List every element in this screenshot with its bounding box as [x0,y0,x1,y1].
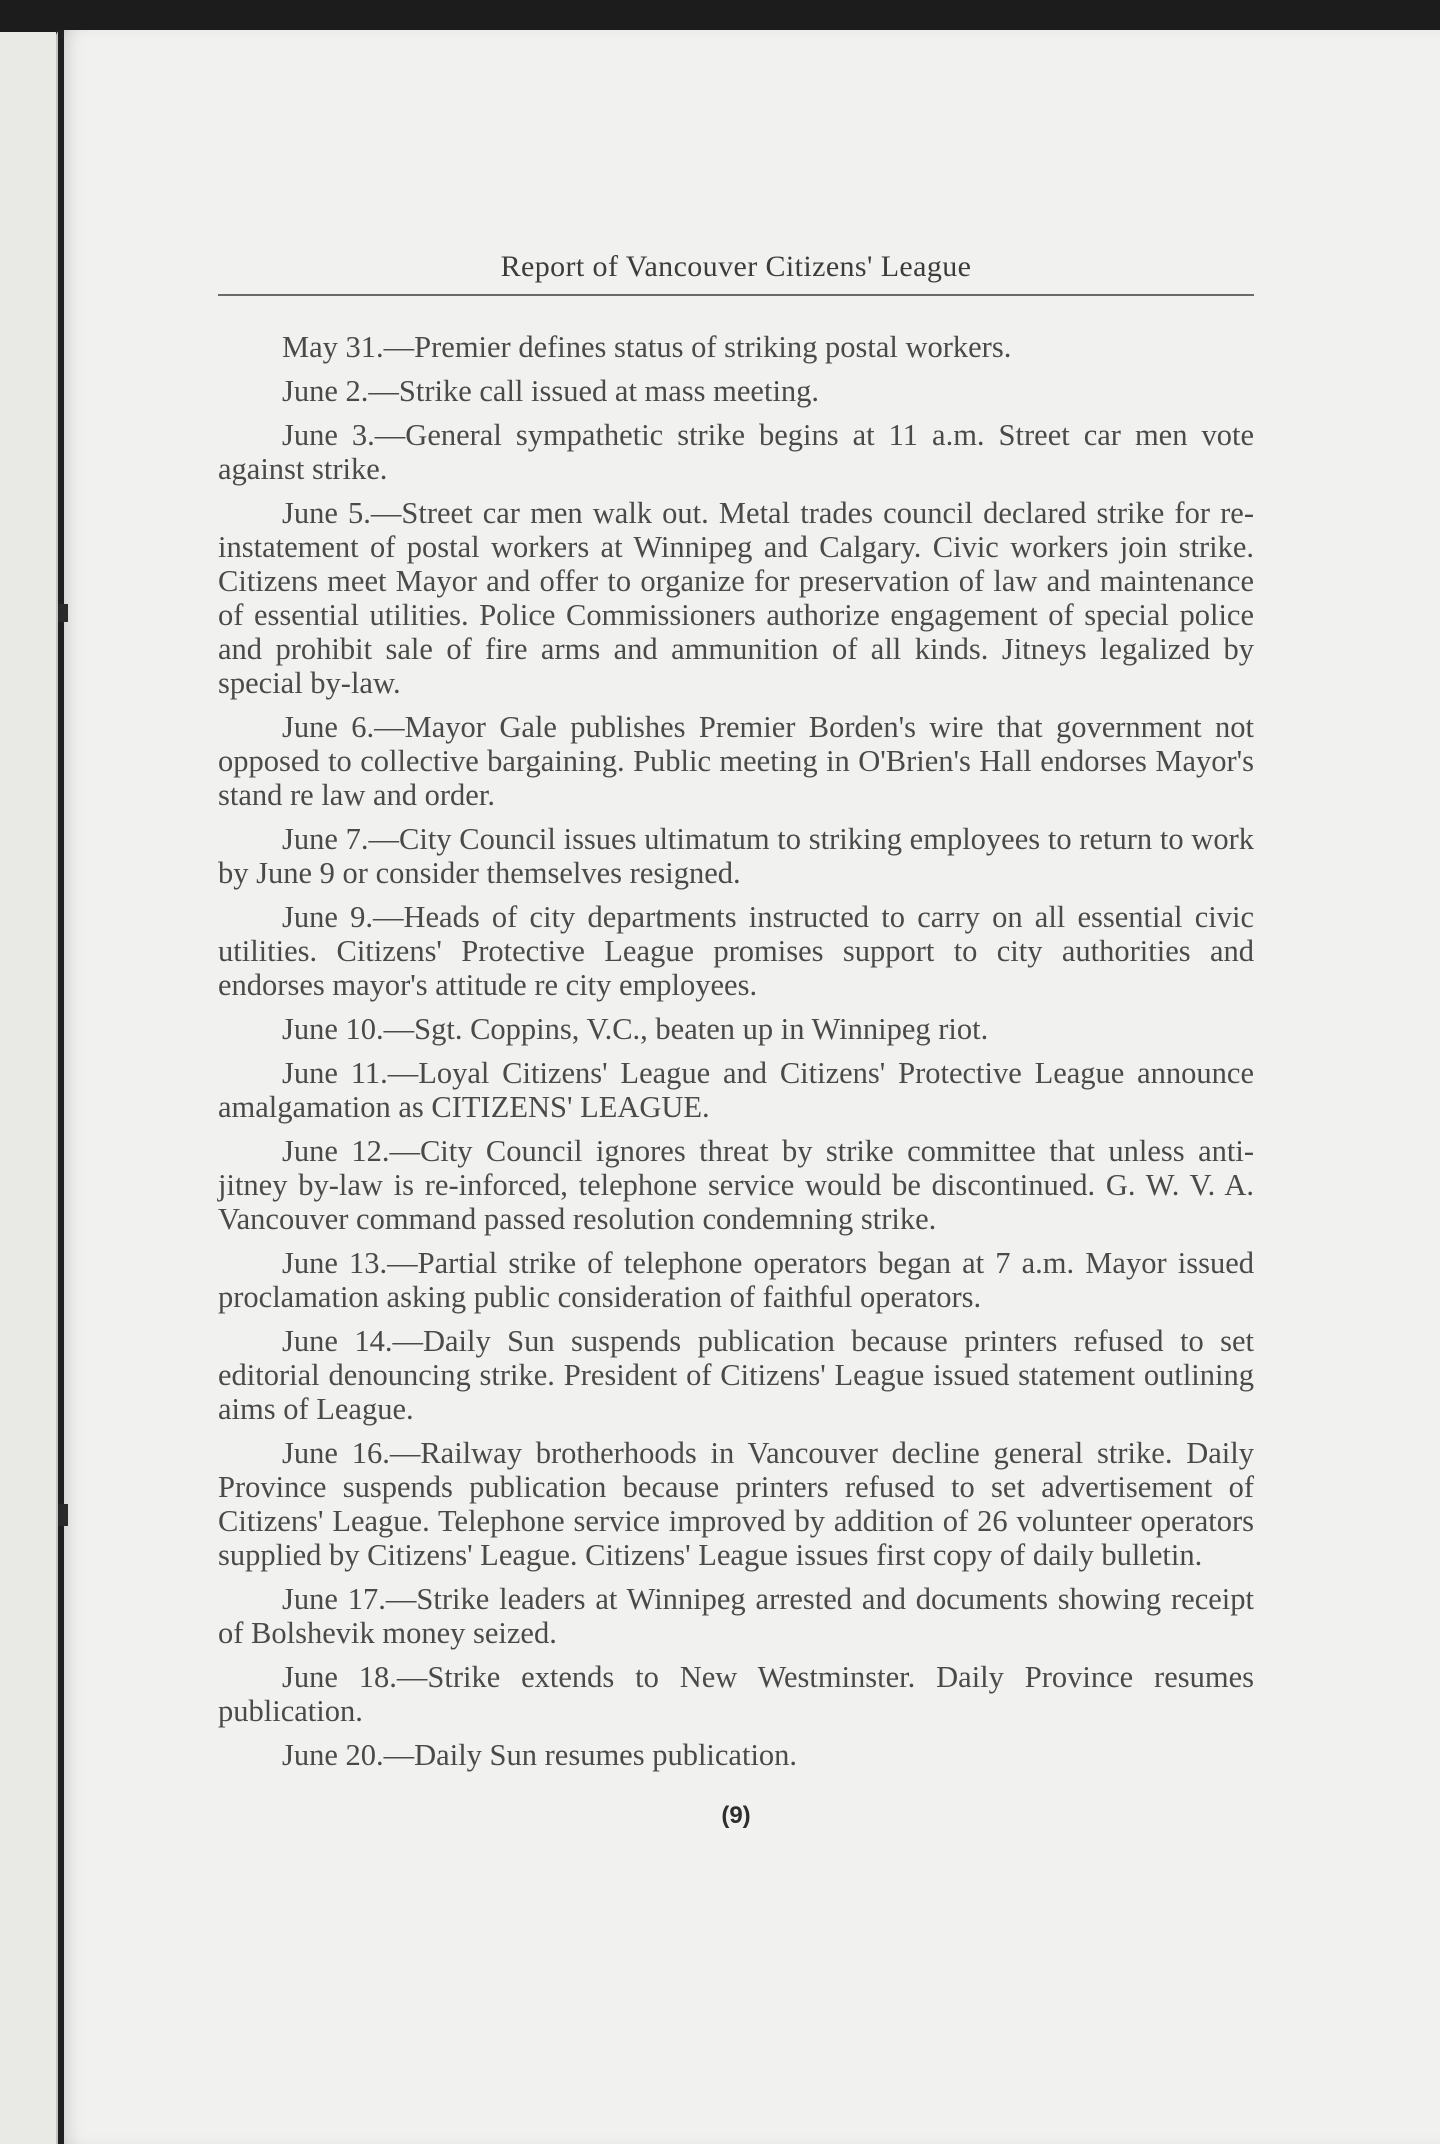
binding-mark [58,1504,68,1526]
chronology-entry-june-5: June 5.—Street car men walk out. Metal trades council declared strike for re-instatement of postal workers at Winnipeg and Calgary. Civic workers join strike. Citizens meet Mayor and offer to organize for preservation of law and maintenance of essential utilities. Police Commissioners authorize engagement of special police and prohibit sale of fire arms and ammunition of all kinds. Jitneys legalized by special by-law. [218,496,1254,700]
binding-mark [58,604,68,622]
binding-line [58,30,64,2144]
chronology-entry-june-14: June 14.—Daily Sun suspends publication because printers refused to set editorial denouncing strike. President of Citizens' League issued statement outlining aims of League. [218,1324,1254,1426]
chronology-entry-june-10: June 10.—Sgt. Coppins, V.C., beaten up in Winnipeg riot. [282,1012,989,1046]
chronology-entry-june-18: June 18.—Strike extends to New Westminster. Daily Province resumes publication. [218,1660,1254,1728]
chronology-entry-june-6: June 6.—Mayor Gale publishes Premier Borden's wire that government not opposed to collective bargaining. Public meeting in O'Brien's Hall endorses Mayor's stand re law and order. [218,710,1254,812]
chronology-entry-june-12: June 12.—City Council ignores threat by strike committee that unless anti-jitney by-law is re-inforced, telephone service would be discontinued. G. W. V. A. Vancouver command passed resolution condemning strike. [218,1134,1254,1236]
text-column [218,250,1254,1830]
chronology-entry-june-3: June 3.—General sympathetic strike begins at 11 a.m. Street car men vote against strike. [218,418,1254,486]
chronology-entry-june-17: June 17.—Strike leaders at Winnipeg arrested and documents showing receipt of Bolshevik money seized. [218,1582,1254,1650]
chronology-entry-may-31: May 31.—Premier defines status of striking postal workers. [282,330,1012,364]
chronology-entry-june-11: June 11.—Loyal Citizens' League and Citizens' Protective League announce amalgamation as CITIZENS' LEAGUE. [218,1056,1254,1124]
running-head: Report of Vancouver Citizens' League [218,250,1254,296]
chronology-entry-june-2: June 2.—Strike call issued at mass meeting. [282,374,820,408]
page-number: (9) [721,1802,751,1829]
chronology-entry-june-7: June 7.—City Council issues ultimatum to striking employees to return to work by June 9 or consider themselves resigned. [218,822,1254,890]
scan-top-edge [0,0,1440,32]
chronology-entry-june-13: June 13.—Partial strike of telephone operators began at 7 a.m. Mayor issued proclamation asking public consideration of faithful operators. [218,1246,1254,1314]
chronology-entry-june-9: June 9.—Heads of city departments instructed to carry on all essential civic utilities. Citizens' Protective League promises support to city authorities and endorses mayor's attitude re city employees. [218,900,1254,1002]
binding-margin [0,32,56,2144]
chronology-entry-june-16: June 16.—Railway brotherhoods in Vancouver decline general strike. Daily Province suspends publication because printers refused to set advertisement of Citizens' League. Telephone service improved by addition of 26 volunteer operators supplied by Citizens' League. Citizens' League issues first copy of daily bulletin. [218,1436,1254,1572]
chronology-entry-june-20: June 20.—Daily Sun resumes publication. [282,1738,798,1772]
